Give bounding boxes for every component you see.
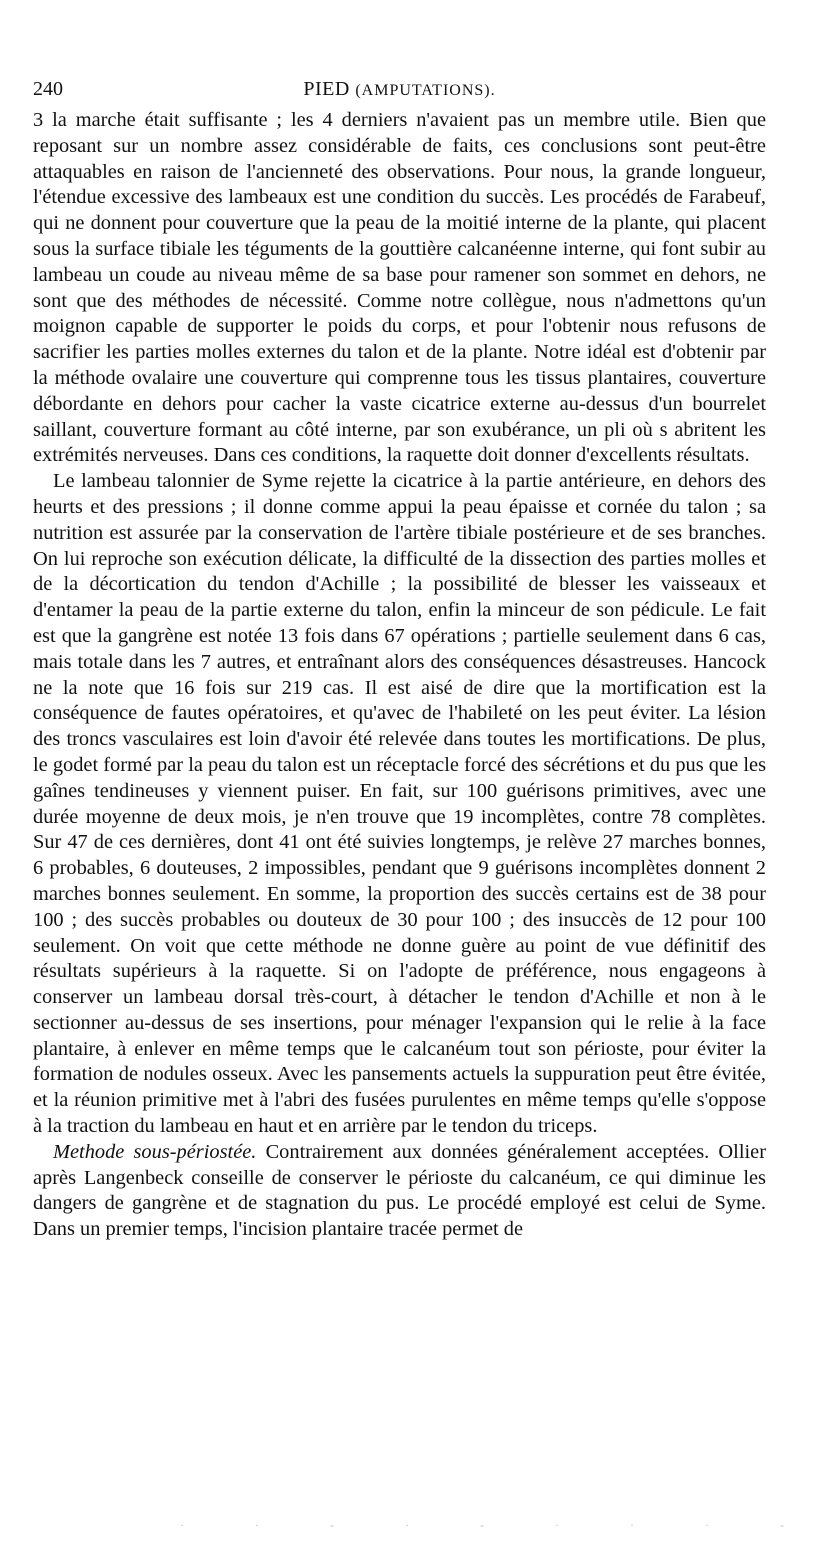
paragraph-2: Le lambeau talonnier de Syme rejette la cicatrice à la partie antérieure, en dehors des heurts et des pressions ; il donne comme appui la peau épaisse et cornée du talon ; sa nutrition est assurée par la conservation de l'artère tibiale postérieure et de ses branches. On lui reproche son exécution délicate, la difficulté de la dissection des parties molles et de la décortication du tendon d'Achille ; la possibilité de blesser les vaisseaux et d'entamer la peau de la partie externe du talon, enfin la minceur de son pédicule. Le fait est que la gangrène est notée 13 fois dans 67 opérations ; partielle seulement dans 6 cas, mais totale dans les 7 autres, et entraînant alors des conséquences désastreuses. Hancock ne la note que 16 fois sur 219 cas. Il est aisé de dire que la mortification est la conséquence de fautes opératoires, et qu'avec de l'habileté on les peut éviter. La lésion des troncs vasculaires est loin d'avoir été relevée dans toutes les mortifications. De plus, le godet formé par la peau du talon est un réceptacle forcé des sécrétions et du pus que les gaînes tendineuses y viennent puiser. En fait, sur 100 guérisons primitives, avec une durée moyenne de deux mois, je n'en trouve que 19 incomplètes, contre 78 complètes. Sur 47 de ces dernières, dont 41 ont été suivies longtemps, je relève 27 marches bonnes, 6 probables, 6 douteuses, 2 impossibles, pendant que 9 guérisons incomplètes donnent 2 marches bonnes seulement. En somme, la proportion des succès certains est de 38 pour 100 ; des succès probables ou douteux de 30 pour 100 ; des insuccès de 12 pour 100 seulement. On voit que cette méthode ne donne guère au point de vue définitif des résultats supérieurs à la raquette. Si on l'adopte de préférence, nous engageons à conserver un lambeau dorsal très-court, à détacher le tendon d'Achille et non à le sectionner au-dessus de ses insertions, pour ménager l'expansion qui le relie à la face plantaire, à enlever en même temps que le calcanéum tout son périoste, pour éviter la formation de nodules osseux. Avec les pansements actuels la suppuration peut être évitée, et la réunion primitive met à l'abri des fusées purulentes en même temps qu'elle s'oppose à la traction du lambeau en haut et en arrière par le tendon du triceps. <box>33 470 766 1138</box>
running-title-sub: (AMPUTATIONS). <box>355 82 496 99</box>
body-text <box>33 108 766 1243</box>
page-header <box>33 70 766 108</box>
running-title-main: PIED <box>303 78 350 100</box>
paragraph-3-text: Contrairement aux données généralement acceptées. Ollier après Langenbeck conseille de conserver le périoste du calcanéum, ce qui diminue les dangers de gangrène et de stagnation du pus. Le procédé employé est celui de Syme. Dans un premier temps, l'incision plantaire tracée permet de <box>33 1140 766 1241</box>
paragraph-1: 3 la marche était suffisante ; les 4 derniers n'avaient pas un membre utile. Bien que reposant sur un nombre assez considérable de faits, ces conclusions sont peut-être attaquables en raison de l'ancienneté des observations. Pour nous, la grande longueur, l'étendue excessive des lambeaux est une condition du succès. Les procédés de Farabeuf, qui ne donnent pour couverture que la peau de la moitié interne de la plante, qui placent sous la surface tibiale les téguments de la gouttière calcanéenne interne, qui font subir au lambeau un coude au niveau même de sa base pour ramener son sommet en dehors, ne sont que des méthodes de nécessité. Comme notre collègue, nous n'admettons qu'un moignon capable de supporter le poids du corps, et pour l'obtenir nous refusons de sacrifier les parties molles externes du talon et de la plante. Notre idéal est d'obtenir par la méthode ovalaire une couverture qui comprenne tous les tissus plantaires, couverture débordante en dehors pour cacher la vaste cicatrice externe au-dessus d'un bourrelet saillant, couverture formant au côté interne, par son exubérance, un pli où s abritent les extrémités nerveuses. Dans ces conditions, la raquette doit donner d'excellents résultats. <box>33 109 766 467</box>
section-heading-sous-periostee: Methode sous-périostée. <box>53 1140 257 1163</box>
scan-specks-decoration: · · - · - · · · - <box>180 1518 818 1532</box>
running-title <box>33 70 766 110</box>
paragraph-3 <box>33 1140 766 1243</box>
page-number: 240 <box>33 78 63 100</box>
